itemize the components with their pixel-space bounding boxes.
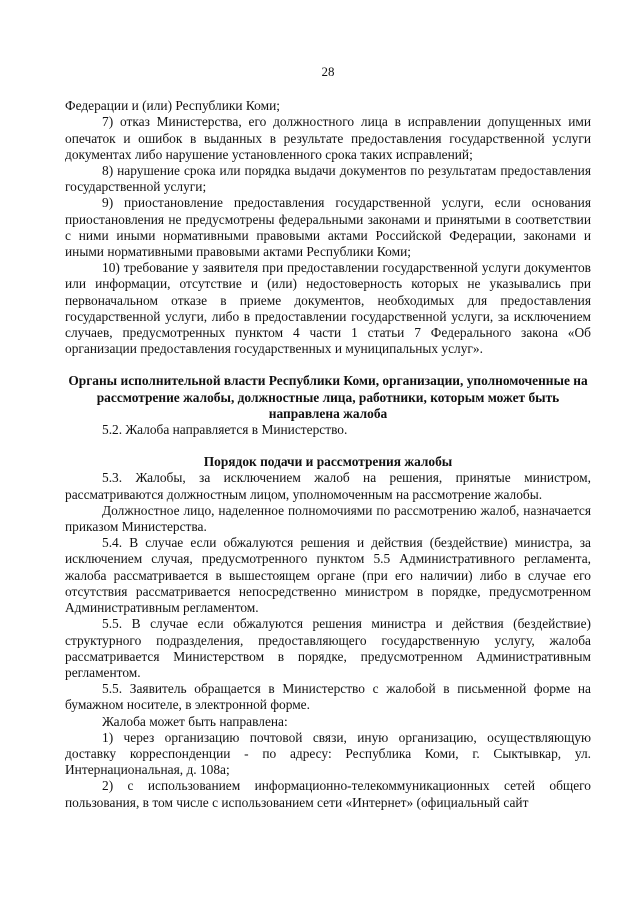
spacer	[65, 438, 591, 454]
section-heading-procedure: Порядок подачи и рассмотрения жалобы	[203, 454, 453, 470]
page-number: 28	[321, 64, 335, 79]
paragraph: 5.5. Заявитель обращается в Министерство с жалобой в письменной форме на бумажном носителе, в электронной форме.	[65, 681, 591, 713]
document-page	[65, 64, 591, 811]
paragraph: 10) требование у заявителя при предоставлении государственной услуги документов или информации, отсутствие и (или) недостоверность которых не указывались при первоначальном отказе в приеме документов, необходимых для предоставления государственной услуги, либо в предоставлении государственной услуги, за исключением случаев, предусмотренных пунктом 4 части 1 статьи 7 Федерального закона «Об организации предоставления государственных и муниципальных услуг».	[65, 260, 591, 357]
paragraph: Жалоба может быть направлена:	[102, 713, 288, 729]
paragraph: Должностное лицо, наделенное полномочиями по рассмотрению жалоб, назначается приказом Министерства.	[65, 502, 591, 535]
paragraph: 2) с использованием информационно-телекоммуникационных сетей общего пользования, в том числе с использованием сети «Интернет» (официальный сайт	[65, 778, 591, 810]
paragraph: Федерации и (или) Республики Коми;	[65, 98, 280, 114]
paragraph: 5.5. В случае если обжалуются решения министра и действия (бездействие) структурного подразделения, предоставляющего государственную услугу, жалоба рассматривается Министерством в порядке, предусмотренном Административным регламентом.	[65, 616, 591, 680]
paragraph: 5.4. В случае если обжалуются решения и действия (бездействие) министра, за исключением случая, предусмотренного пунктом 5.5 Административного регламента, жалоба рассматривается в вышестоящем органе (при его наличии) либо в случае его отсутствия рассматривается непосредственно министром в порядке, предусмотренном Административным регламентом.	[65, 535, 591, 616]
section-authorities	[65, 422, 591, 438]
section-heading-authorities: Органы исполнительной власти Республики Коми, организации, уполномоченные на рассмотрение жалобы, должностные лица, работники, которым может быть направлена жалоба	[68, 373, 588, 421]
paragraph: 5.3. Жалобы, за исключением жалоб на решения, принятые министром, рассматриваются должностным лицом, уполномоченным на рассмотрение жалобы.	[65, 470, 591, 502]
section-grounds-list	[65, 98, 591, 357]
paragraph: 9) приостановление предоставления государственной услуги, если основания приостановления не предусмотрены федеральными законами и принятыми в соответствии с ними иными нормативными правовыми актами Российской Федерации, законами и иными нормативными правовыми актами Республики Коми;	[65, 195, 591, 260]
paragraph: 1) через организацию почтовой связи, иную организацию, осуществляющую доставку корреспонденции - по адресу: Республика Коми, г. Сыктывкар, ул. Интернациональная, д. 108а;	[65, 729, 591, 778]
spacer	[65, 357, 591, 373]
section-procedure	[65, 470, 591, 810]
paragraph: 8) нарушение срока или порядка выдачи документов по результатам предоставления государственной услуги;	[65, 163, 591, 195]
paragraph: 5.2. Жалоба направляется в Министерство.	[102, 422, 348, 438]
paragraph: 7) отказ Министерства, его должностного лица в исправлении допущенных ими опечаток и ошибок в выданных в результате предоставления государственной услуги документах либо нарушение установленного срока таких исправлений;	[65, 114, 591, 162]
